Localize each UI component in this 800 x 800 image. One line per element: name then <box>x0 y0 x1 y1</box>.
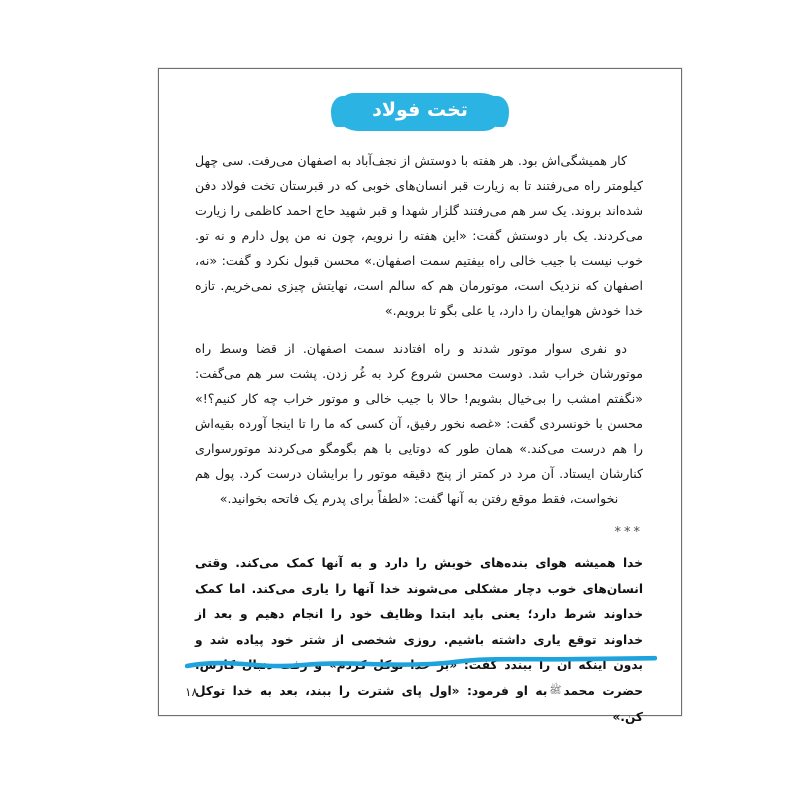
closing-paragraph <box>195 551 643 730</box>
book-page-sheet <box>158 68 682 724</box>
section-divider: *** <box>614 524 643 540</box>
body-paragraph-1: کار همیشگی‌اش بود. هر هفته با دوستش از نجف‌آباد به اصفهان می‌رفت. سی چهل کیلومتر راه می‌رفتند تا به زیارت قبر انسان‌های خوبی که در قبرستان تخت فولاد دفن شده‌اند بروند. یک سر هم می‌رفتند گلزار شهدا و قبر شهید حاج احمد کاظمی را زیارت می‌کردند. یک بار دوستش گفت: «این هفته را نرویم، چون نه من پول دارم و نه تو. خوب نیست با جیب خالی راه بیفتیم سمت اصفهان.» محسن قبول نکرد و گفت: «نه، اصفهان که نزدیک است، موتورمان هم که سالم است، نهایتش چیزی نمی‌خریم. تازه خدا خودش هوایمان را دارد، یا علی بگو تا برویم.» <box>195 153 643 318</box>
page-title: تخت فولاد <box>372 99 468 121</box>
blue-wavy-rule <box>185 655 657 673</box>
title-banner-brushstroke <box>338 93 502 131</box>
page-number: ۱۸ <box>185 685 198 699</box>
salawat-icon: ﷺ <box>549 685 562 697</box>
title-banner-container <box>159 93 681 131</box>
body-paragraph-2: دو نفری سوار موتور شدند و راه افتادند سمت اصفهان. از قضا وسط راه موتورشان خراب شد. دوست محسن شروع کرد به غُر زدن. پشت سر هم می‌گفت: «نگفتم امشب را بی‌خیال بشویم! حالا با جیب خالی و موتور خراب چه کار کنیم؟!» محسن با خونسردی گفت: «غصه نخور رفیق، آن کسی که ما را تا اینجا آورده بقیه‌اش را هم درست می‌کند.» همان طور که دوتایی با هم بگومگو می‌کردند موتورسواری کنارشان ایستاد. آن مرد در کمتر از پنج دقیقه موتور را برایشان درست کرد. پول هم نخواست، فقط موقع رفتن به آنها گفت: «لطفاً برای پدرم یک فاتحه بخوانید.» <box>195 341 643 506</box>
closing-text-part-2: به او فرمود: «اول پای شترت را ببند، بعد به خدا توکل کن.» <box>195 684 643 724</box>
page-content <box>195 149 643 730</box>
closing-text-part-1: خدا همیشه هوای بنده‌های خوبش را دارد و به آنها کمک می‌کند. وقتی انسان‌های خوب دچار مشکلی می‌شوند خدا آنها را یاری می‌کند. اما کمک خداوند شرط دارد؛ یعنی باید ابتدا وظایف خود را انجام دهیم و بعد از خداوند توقع یاری داشته باشیم. روزی شخصی از شتر خود پیاده شد و بدون اینکه آن را ببندد گفت: «بر خدا توکل کردم» و رفت دنبال کارش. حضرت محمد <box>195 555 643 699</box>
